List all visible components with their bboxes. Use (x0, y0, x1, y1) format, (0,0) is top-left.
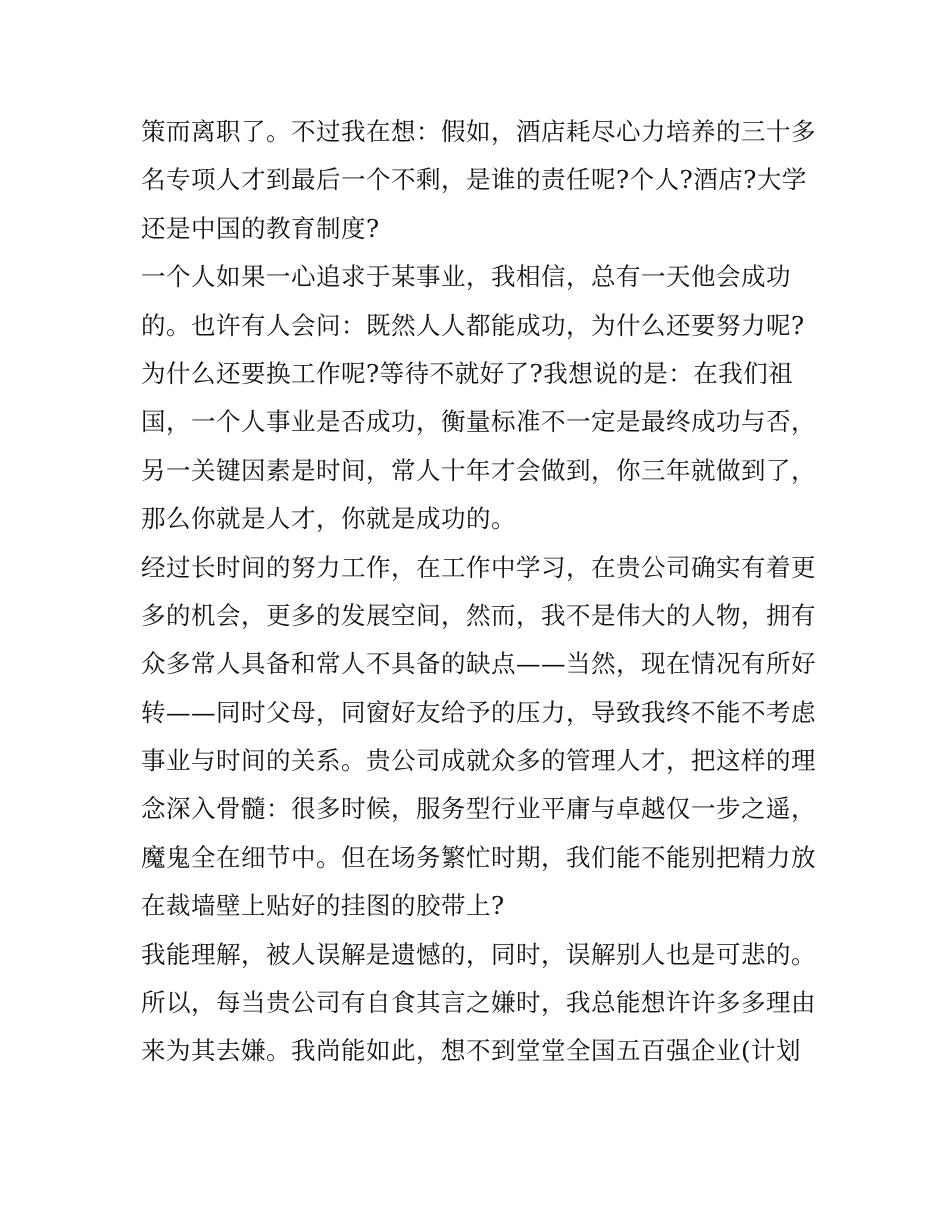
text-line: 众多常人具备和常人不具备的缺点——当然，现在情况有所好 (141, 649, 816, 679)
text-line: 一个人如果一心追求于某事业，我相信，总有一天他会成功 (141, 262, 791, 292)
text-line: 名专项人才到最后一个不剩，是谁的责任呢?个人?酒店?大学 (141, 165, 807, 195)
text-line: 策而离职了。不过我在想：假如，酒店耗尽心力培养的三十多 (141, 117, 816, 146)
text-line: 国，一个人事业是否成功，衡量标准不一定是最终成功与否， (141, 407, 816, 437)
text-line: 转——同时父母，同窗好友给予的压力，导致我终不能不考虑 (141, 697, 816, 727)
text-line: 所以，每当贵公司有自食其言之嫌时，我总能想许许多多理由 (141, 988, 816, 1018)
text-line: 魔鬼全在细节中。但在场务繁忙时期，我们能不能别把精力放 (141, 842, 816, 872)
text-line: 我能理解，被人误解是遗憾的，同时，误解别人也是可悲的。 (141, 939, 816, 969)
text-line: 的。也许有人会问：既然人人都能成功，为什么还要努力呢? (141, 310, 805, 340)
text-line: 念深入骨髓：很多时候，服务型行业平庸与卓越仅一步之遥， (141, 794, 816, 824)
text-line: 来为其去嫌。我尚能如此，想不到堂堂全国五百强企业(计划 (141, 1036, 802, 1066)
text-line: 经过长时间的努力工作，在工作中学习，在贵公司确实有着更 (141, 552, 816, 582)
document-body (141, 108, 821, 1076)
text-line: 多的机会，更多的发展空间，然而，我不是伟大的人物，拥有 (141, 600, 816, 630)
text-line: 那么你就是人才，你就是成功的。 (141, 504, 516, 534)
text-line: 在裁墙壁上贴好的挂图的胶带上? (141, 891, 505, 921)
text-line: 为什么还要换工作呢?等待不就好了?我想说的是：在我们祖 (141, 358, 794, 388)
text-line: 还是中国的教育制度? (141, 213, 380, 243)
text-line: 另一关键因素是时间，常人十年才会做到，你三年就做到了， (141, 455, 816, 485)
text-line: 事业与时间的关系。贵公司成就众多的管理人才，把这样的理 (141, 746, 816, 776)
